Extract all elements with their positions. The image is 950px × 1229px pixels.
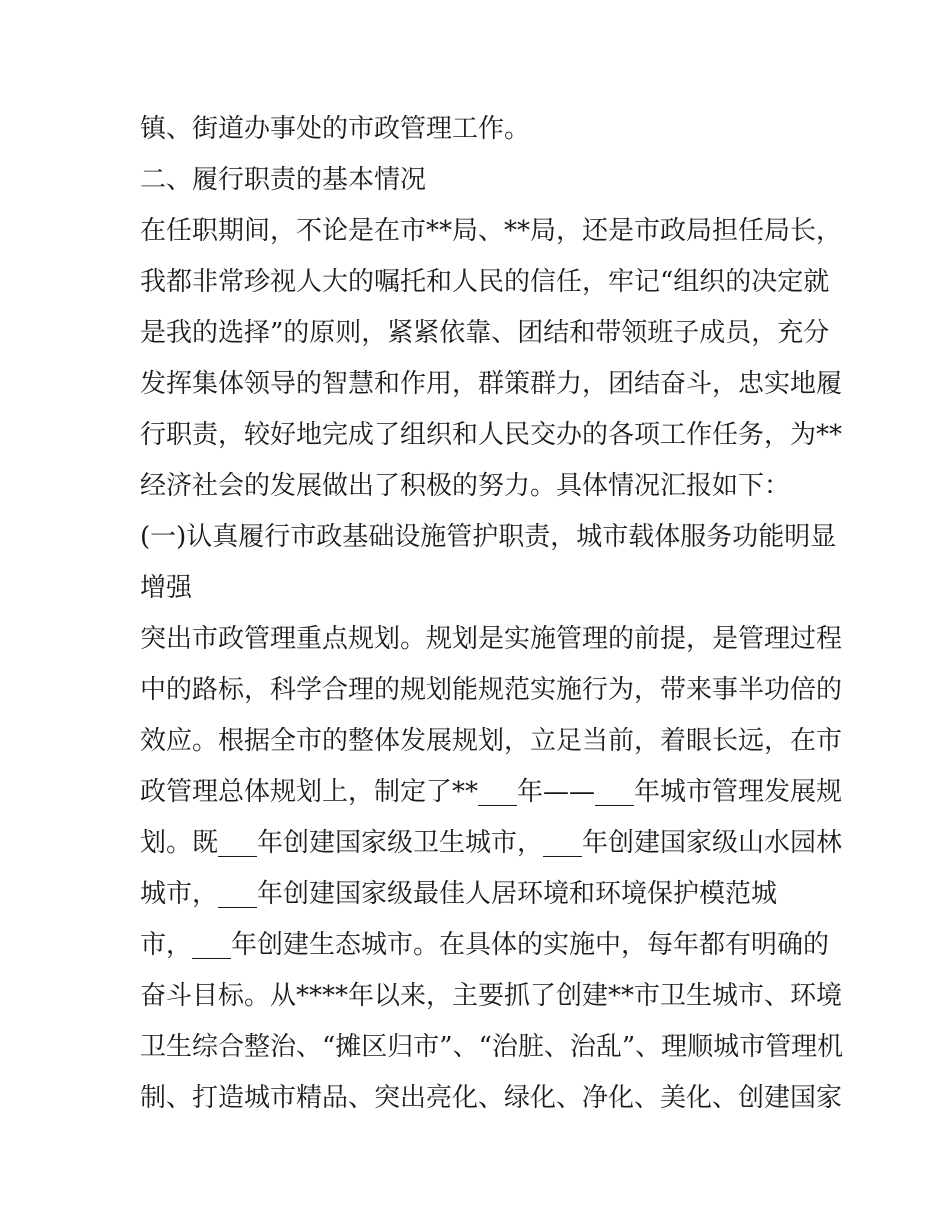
text-line: 突出市政管理重点规划。规划是实施管理的前提，是管理过程	[140, 624, 843, 654]
text-line: 效应。根据全市的整体发展规划，立足当前，着眼长远，在市	[140, 726, 843, 756]
text-line: 是我的选择”的原则，紧紧依靠、团结和带领班子成员，充分	[140, 318, 830, 348]
text-line: 市，___年创建生态城市。在具体的实施中，每年都有明确的	[140, 930, 830, 960]
text-line: 镇、街道办事处的市政管理工作。	[140, 114, 531, 144]
text-line: 行职责，较好地完成了组织和人民交办的各项工作任务，为**	[140, 420, 843, 450]
text-line: 奋斗目标。从****年以来，主要抓了创建**市卫生城市、环境	[140, 981, 843, 1011]
text-line: 我都非常珍视人大的嘱托和人民的信任，牢记“组织的决定就	[140, 267, 830, 297]
text-line: 经济社会的发展做出了积极的努力。具体情况汇报如下：	[140, 471, 791, 501]
text-line: 政管理总体规划上，制定了**___年——___年城市管理发展规	[140, 777, 843, 807]
subsection-heading-cont: 增强	[140, 573, 193, 603]
text-line: 划。既___年创建国家级卫生城市，___年创建国家级山水园林	[140, 828, 843, 858]
text-line: 卫生综合整治、“摊区归市”、“治脏、治乱”、理顺城市管理机	[140, 1032, 844, 1062]
text-line: 制、打造城市精品、突出亮化、绿化、净化、美化、创建国家	[140, 1083, 843, 1113]
subsection-heading: (一)认真履行市政基础设施管护职责，城市载体服务功能明显	[140, 522, 837, 552]
text-line: 在任职期间，不论是在市**局、**局，还是市政局担任局长，	[140, 216, 843, 246]
section-heading: 二、履行职责的基本情况	[140, 165, 427, 195]
text-line: 城市，___年创建国家级最佳人居环境和环境保护模范城	[140, 879, 778, 909]
text-line: 发挥集体领导的智慧和作用，群策群力，团结奋斗，忠实地履	[140, 369, 843, 399]
text-line: 中的路标，科学合理的规划能规范实施行为，带来事半功倍的	[140, 675, 843, 705]
document-body	[140, 104, 844, 1124]
